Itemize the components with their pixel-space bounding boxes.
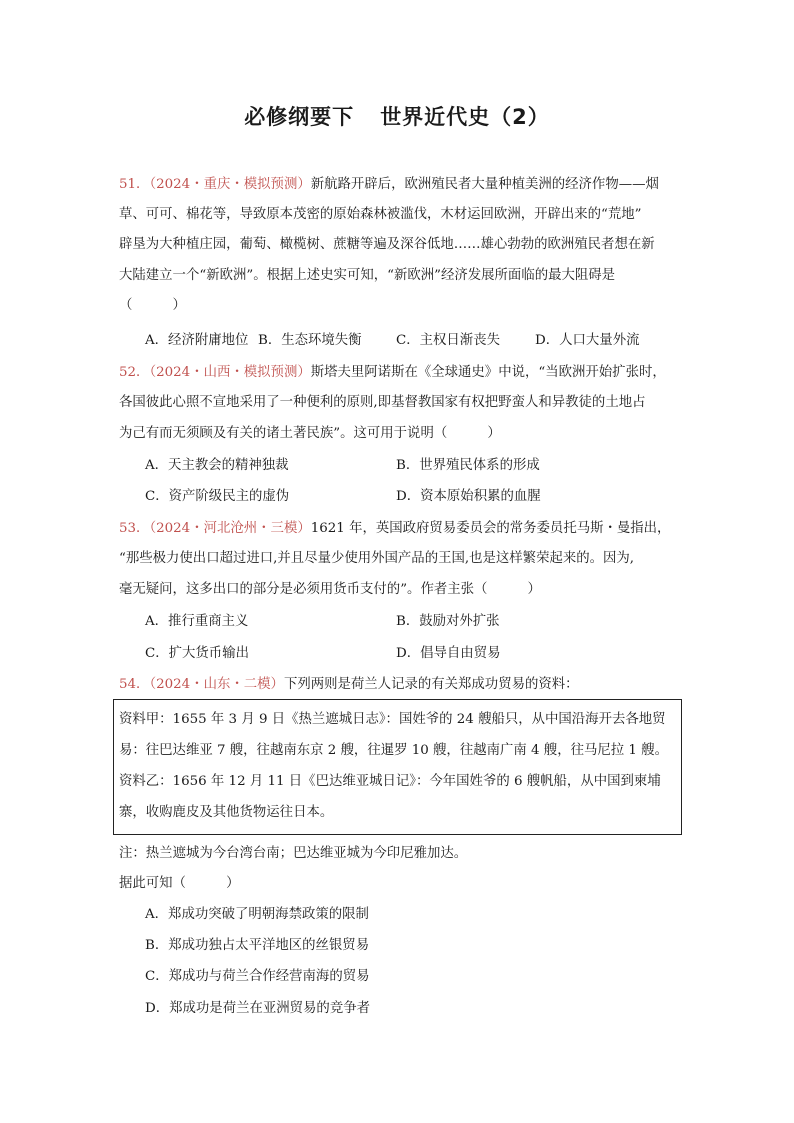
material-b-line1: 资料乙：1656 年 12 月 11 日《巴达维亚城日记》：今年国姓爷的 6 艘帆船，从中国到柬埔 <box>119 774 661 789</box>
q51-line5: （ ） <box>119 298 186 313</box>
q54-option-b[interactable]: B．郑成功独占太平洋地区的丝银贸易 <box>145 938 370 953</box>
title-right: 世界近代史（2） <box>380 105 550 129</box>
q54-source-tag: （2024・山东・二模） <box>149 677 284 692</box>
q53-line1 <box>119 520 670 538</box>
q51-option-a[interactable]: A．经济附庸地位 <box>145 333 249 348</box>
q53-source-tag: （2024・河北沧州・三模） <box>149 521 311 536</box>
q54-option-c[interactable]: C．郑成功与荷兰合作经营南海的贸易 <box>145 969 370 984</box>
q51-number: 51． <box>119 177 150 192</box>
material-b-line2: 寨，收购鹿皮及其他货物运往日本。 <box>119 805 334 820</box>
q53-option-b[interactable]: B．鼓励对外扩张 <box>396 614 500 629</box>
material-a-line1: 资料甲：1655 年 3 月 9 日《热兰遮城日志》：国姓爷的 24 艘船只，从中国沿海开去各地贸 <box>119 712 666 727</box>
q52-option-c[interactable]: C．资产阶级民主的虚伪 <box>145 489 290 504</box>
q53-option-c[interactable]: C．扩大货币输出 <box>145 646 249 661</box>
q52-option-d[interactable]: D．资本原始积累的血腥 <box>396 489 541 504</box>
q52-line2: 各国彼此心照不宣地采用了一种便利的原则,即基督教国家有权把野蛮人和异教徒的土地占 <box>119 395 646 410</box>
q53-line3: 毫无疑问，这多出口的部分是必须用货币支付的”。作者主张（ ） <box>119 582 541 597</box>
q54-option-d[interactable]: D．郑成功是荷兰在亚洲贸易的竞争者 <box>145 1001 370 1016</box>
q51-source-tag: （2024・重庆・模拟预测） <box>149 177 311 192</box>
q51-line4: 大陆建立一个“新欧洲”。根据上述史实可知，“新欧洲”经济发展所面临的最大阻碍是 <box>119 268 616 283</box>
q52-option-b[interactable]: B．世界殖民体系的形成 <box>396 458 540 473</box>
q54-number: 54． <box>119 677 150 692</box>
q53-number: 53． <box>119 521 150 536</box>
q52-text: 斯塔夫里阿诺斯在《全球通史》中说，“当欧洲开始扩张时， <box>310 365 666 380</box>
title-left: 必修纲要下 <box>244 105 355 129</box>
q54-note: 注：热兰遮城为今台湾台南；巴达维亚城为今印尼雅加达。 <box>119 846 468 861</box>
q53-option-d[interactable]: D．倡导自由贸易 <box>396 646 501 661</box>
q52-number: 52． <box>119 365 150 380</box>
q53-line2: “那些极力使出口超过进口,并且尽量少使用外国产品的王国,也是这样繁荣起来的。因为, <box>119 551 635 566</box>
q52-source-tag: （2024・山西・模拟预测） <box>149 365 311 380</box>
source-material-box <box>113 699 682 835</box>
page-title <box>0 101 794 131</box>
q53-text: 1621 年，英国政府贸易委员会的常务委员托马斯・曼指出， <box>310 521 671 536</box>
q51-line2: 草、可可、棉花等，导致原本茂密的原始森林被滥伐，木材运回欧洲，开辟出来的“荒地” <box>119 207 642 222</box>
q54-stem: 据此可知（ ） <box>119 876 240 891</box>
q52-line3: 为己有而无须顾及有关的诸土著民族”。这可用于说明（ ） <box>119 426 501 441</box>
q51-line1 <box>119 176 659 194</box>
q51-option-c[interactable]: C．主权日渐丧失 <box>396 333 500 348</box>
q54-option-a[interactable]: A．郑成功突破了明朝海禁政策的限制 <box>145 907 369 922</box>
q51-option-b[interactable]: B．生态环境失衡 <box>258 333 362 348</box>
q52-option-a[interactable]: A．天主教会的精神独裁 <box>145 458 289 473</box>
q51-line3: 辟垦为大种植庄园，葡萄、橄榄树、蔗糖等遍及深谷低地……雄心勃勃的欧洲殖民者想在新 <box>119 237 655 252</box>
q51-text: 新航路开辟后，欧洲殖民者大量种植美洲的经济作物——烟 <box>310 177 659 192</box>
material-a-line2: 易：往巴达维亚 7 艘，往越南东京 2 艘，往暹罗 10 艘，往越南广南 4 艘，往马尼拉 1 艘。 <box>119 743 668 758</box>
q54-line1 <box>119 676 579 694</box>
q53-option-a[interactable]: A．推行重商主义 <box>145 614 249 629</box>
q52-line1 <box>119 364 666 382</box>
q51-option-d[interactable]: D．人口大量外流 <box>535 333 640 348</box>
q54-text: 下列两则是荷兰人记录的有关郑成功贸易的资料： <box>283 677 579 692</box>
